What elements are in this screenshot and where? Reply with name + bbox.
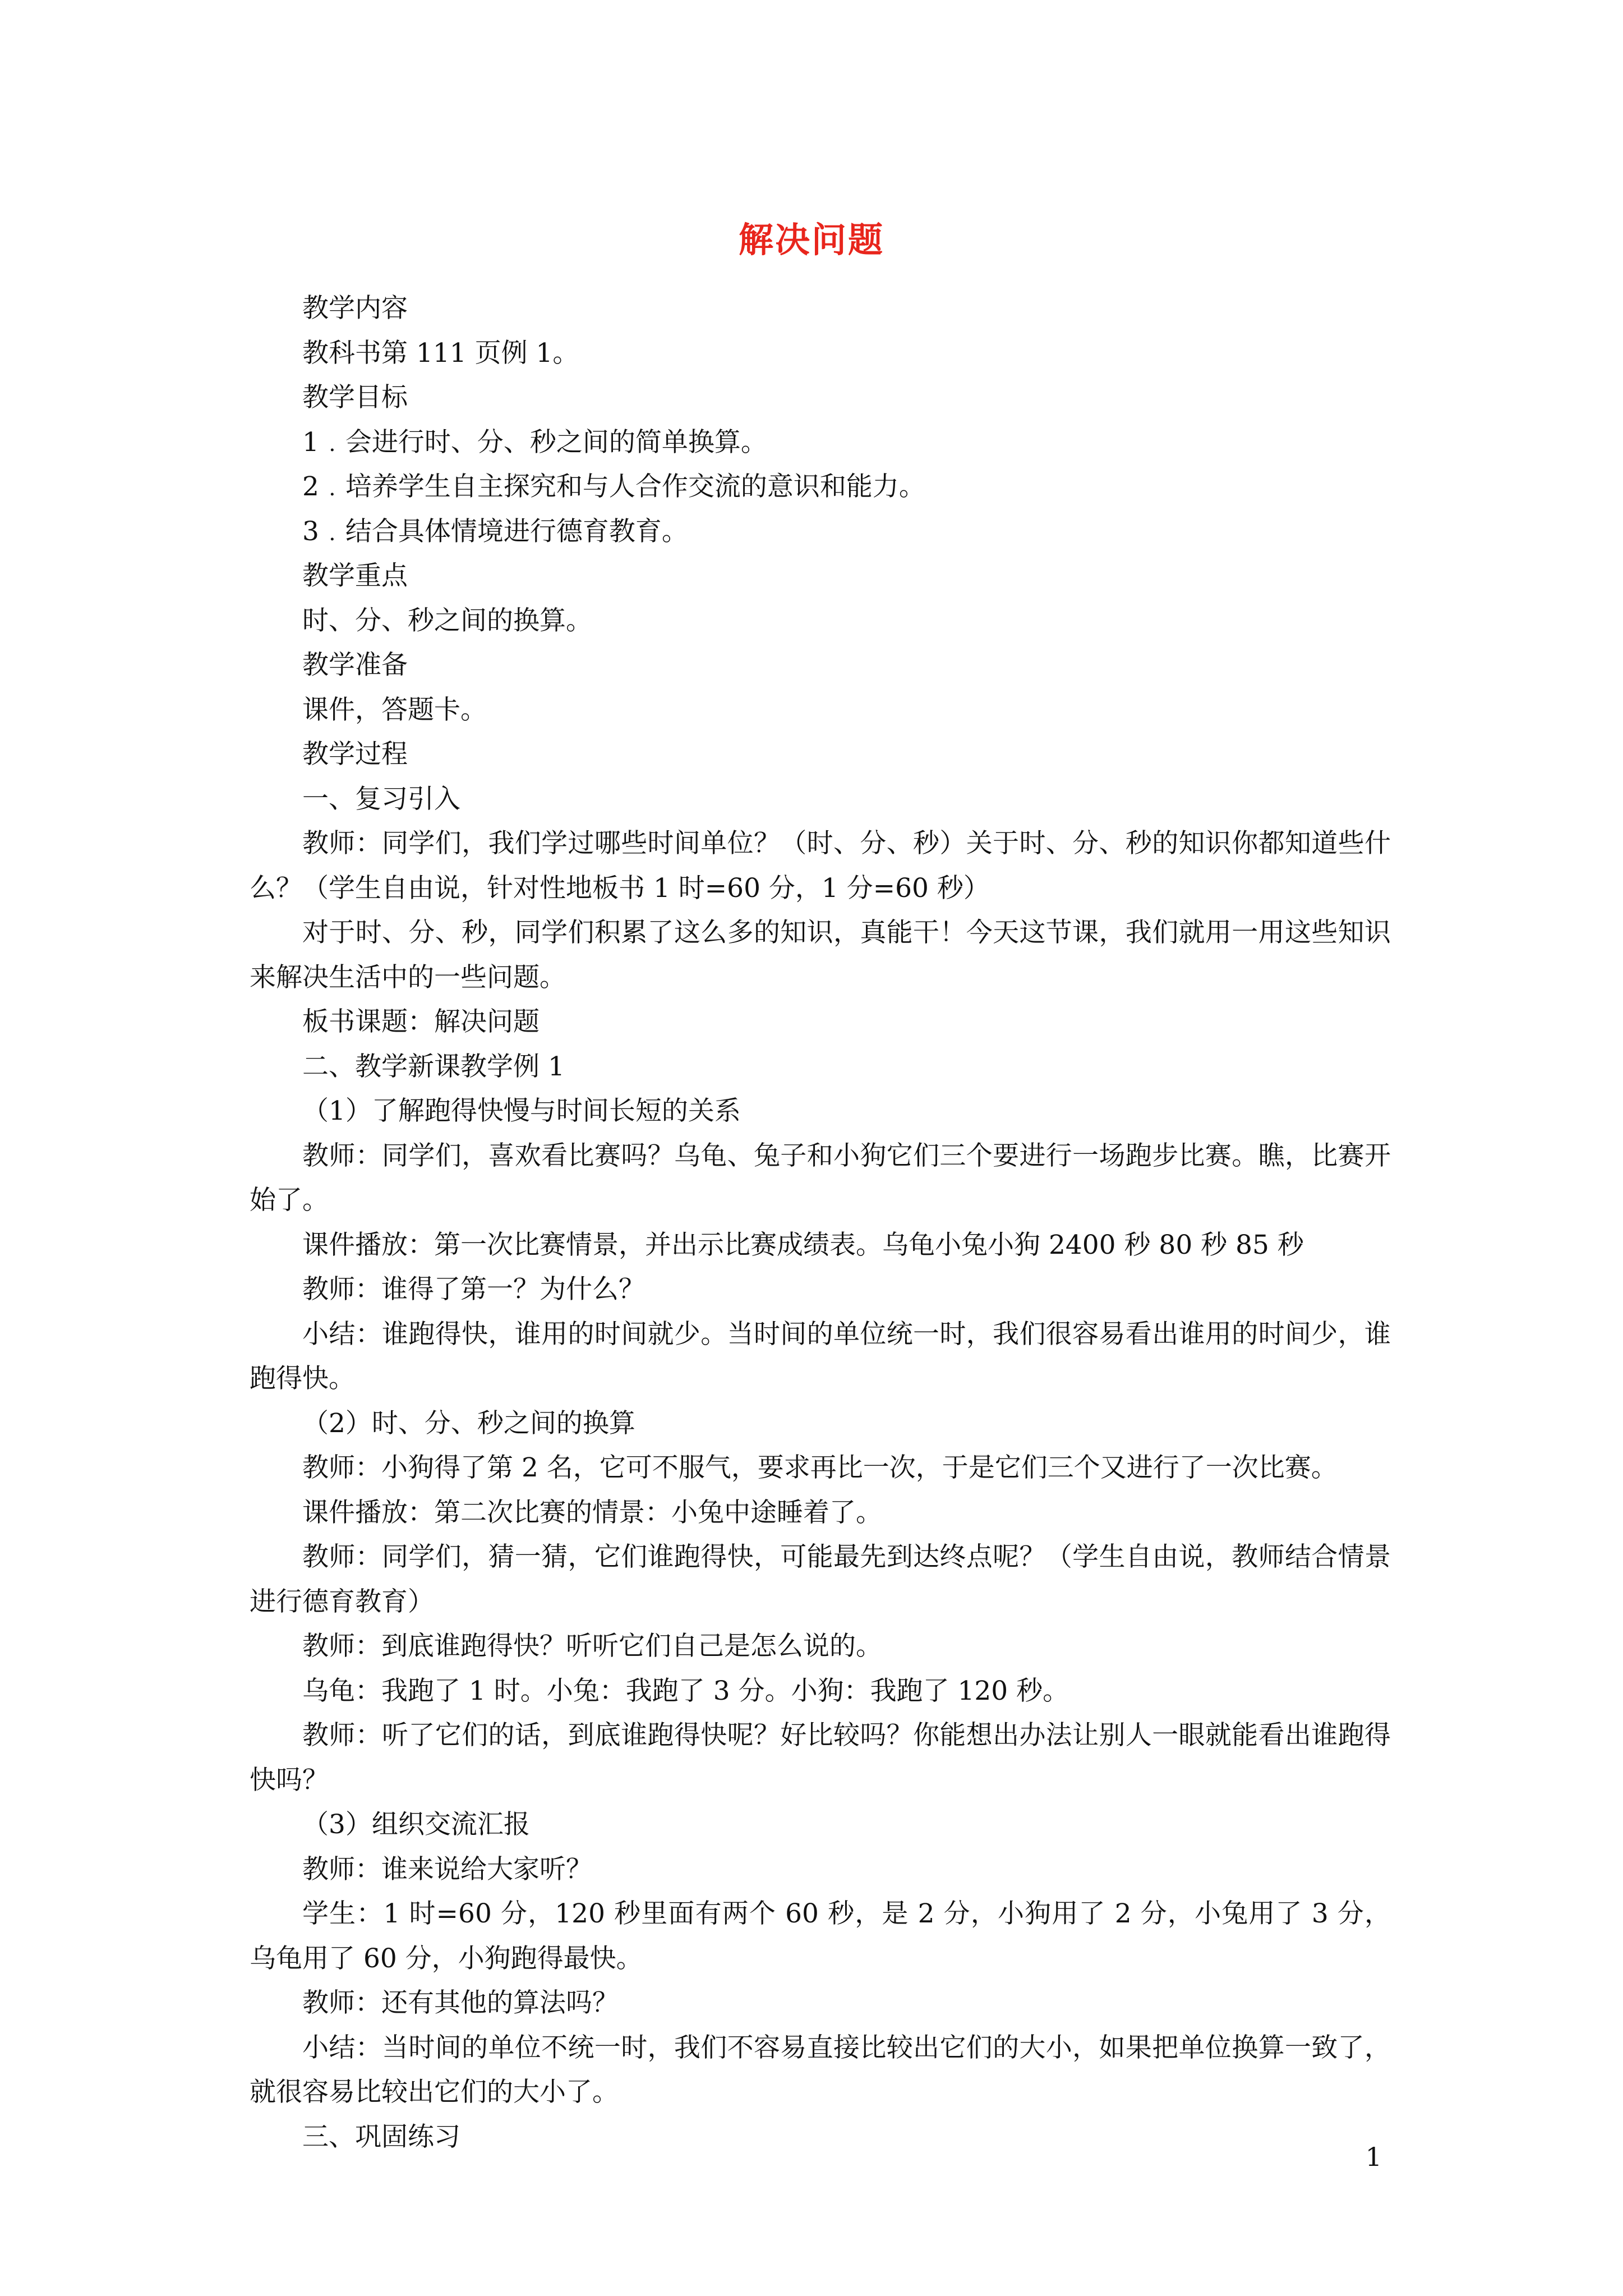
paragraph: 二、教学新课教学例 1 (302, 1051, 565, 1082)
document-title: 解决问题 (738, 219, 884, 260)
paragraph: 教师：同学们，喜欢看比赛吗？乌龟、兔子和小狗它们三个要进行一场跑步比赛。瞧，比赛开始了。 (250, 1140, 1391, 1216)
paragraph: 教学准备 (302, 650, 408, 680)
paragraph: 课件，答题卡。 (302, 694, 487, 725)
paragraph: 小结：当时间的单位不统一时，我们不容易直接比较出它们的大小，如果把单位换算一致了，就很容易比较出它们的大小了。 (250, 2032, 1391, 2108)
paragraph: 教学过程 (302, 739, 408, 770)
page-number: 1 (1365, 2142, 1382, 2172)
paragraph: 教科书第 111 页例 1。 (302, 337, 579, 369)
paragraph: 3﹒结合具体情境进行德育教育。 (302, 516, 688, 547)
paragraph: 教师：同学们，我们学过哪些时间单位？（时、分、秒）关于时、分、秒的知识你都知道些什么？（学生自由说，针对性地板书 1 时=60 分，1 分=60 秒） (250, 828, 1391, 904)
paragraph: （1）了解跑得快慢与时间长短的关系 (302, 1096, 741, 1126)
paragraph: 教师：同学们，猜一猜，它们谁跑得快，可能最先到达终点呢？（学生自由说，教师结合情景进行德育教育） (250, 1542, 1391, 1617)
paragraph: 板书课题：解决问题 (302, 1006, 540, 1037)
paragraph: 学生：1 时=60 分，120 秒里面有两个 60 秒，是 2 分，小狗用了 2 分，小兔用了 3 分，乌龟用了 60 分，小狗跑得最快。 (250, 1898, 1391, 1974)
paragraph: 1﹒会进行时、分、秒之间的简单换算。 (302, 426, 767, 458)
paragraph: 教师：谁得了第一？为什么？ (302, 1274, 645, 1305)
paragraph: 教师：小狗得了第 2 名，它可不服气，要求再比一次，于是它们三个又进行了一次比赛。 (302, 1452, 1338, 1483)
paragraph: 教师：还有其他的算法吗？ (302, 1987, 619, 2018)
paragraph: 教学目标 (302, 382, 408, 413)
paragraph: 课件播放：第一次比赛情景，并出示比赛成绩表。乌龟小兔小狗 2400 秒 80 秒 85 秒 (302, 1229, 1304, 1260)
paragraph: 教学内容 (302, 293, 408, 324)
paragraph: 小结：谁跑得快，谁用的时间就少。当时间的单位统一时，我们很容易看出谁用的时间少，谁跑得快。 (250, 1318, 1391, 1394)
paragraph: 2﹒培养学生自主探究和与人合作交流的意识和能力。 (302, 471, 925, 502)
paragraph: 课件播放：第二次比赛的情景：小兔中途睡着了。 (302, 1497, 882, 1528)
paragraph: 一、复习引入 (302, 783, 460, 815)
paragraph: 教师：谁来说给大家听？ (302, 1853, 592, 1885)
paragraph: 教师：到底谁跑得快？听听它们自己是怎么说的。 (302, 1631, 882, 1662)
paragraph: 乌龟：我跑了 1 时。小兔：我跑了 3 分。小狗：我跑了 120 秒。 (302, 1675, 1069, 1706)
paragraph: 教学重点 (302, 560, 408, 591)
paragraph: 对于时、分、秒，同学们积累了这么多的知识，真能干！今天这节课，我们就用一用这些知识来解决生活中的一些问题。 (250, 917, 1391, 993)
document-body (250, 286, 1391, 2159)
paragraph: 时、分、秒之间的换算。 (302, 605, 592, 636)
paragraph: 三、巩固练习 (302, 2121, 460, 2152)
paragraph: （2）时、分、秒之间的换算 (302, 1407, 635, 1439)
paragraph: （3）组织交流汇报 (302, 1809, 530, 1840)
paragraph: 教师：听了它们的话，到底谁跑得快呢？好比较吗？你能想出办法让别人一眼就能看出谁跑得快吗？ (250, 1720, 1391, 1796)
